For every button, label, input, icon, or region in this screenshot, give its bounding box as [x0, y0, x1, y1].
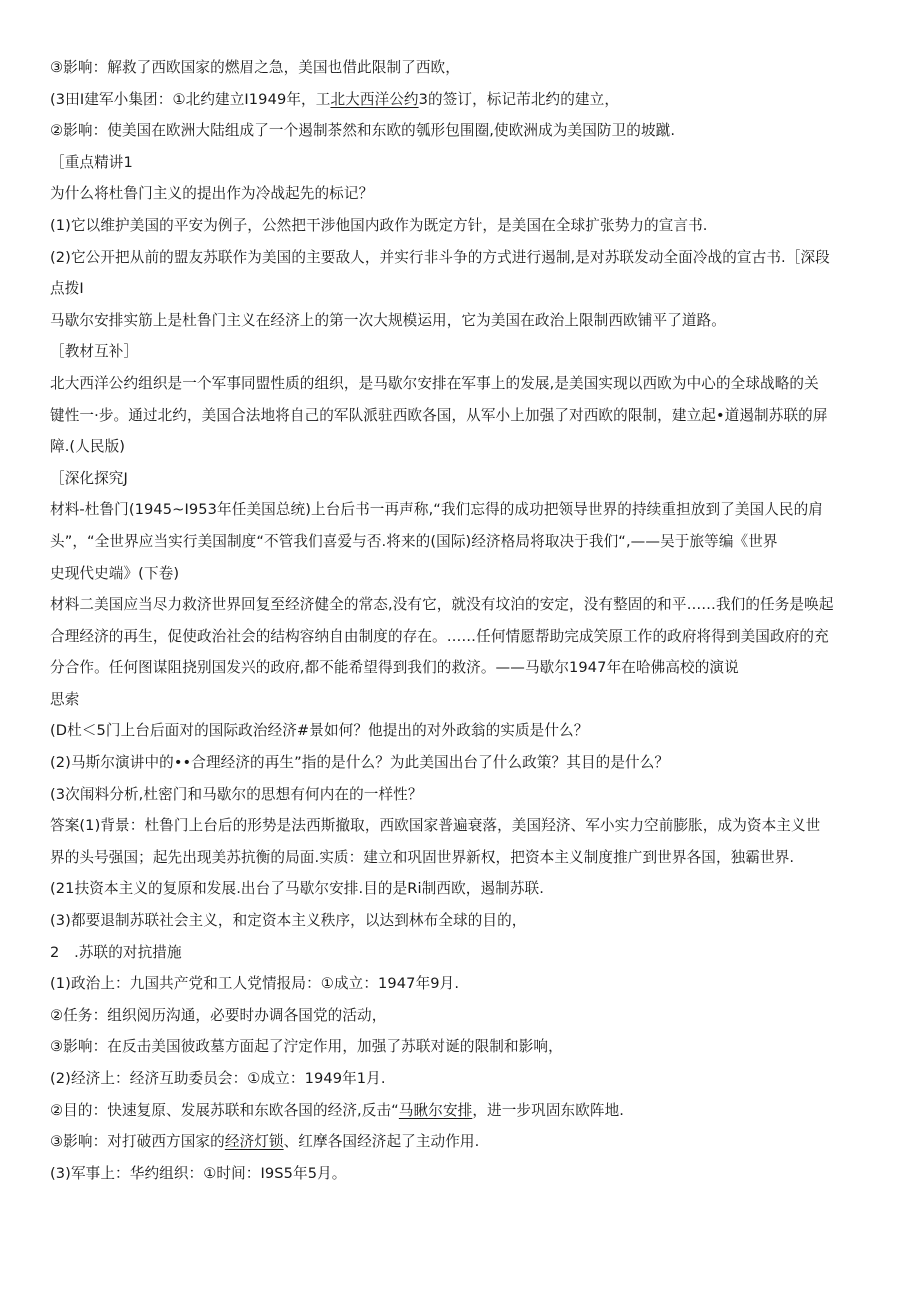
text-segment: ［教材互补］ [50, 343, 139, 361]
text-line [50, 779, 880, 811]
underlined-term: 经济灯锁 [224, 1133, 284, 1151]
text-segment: 合理经济的再生，促使政治社会的结构容纳自由制度的存在。……任何情愿帮助完成笑原工作的政府将得到美国政府的充 [50, 627, 829, 645]
text-segment: (3)都要退制苏联社会主义，和定资本主义秩序，以达到林布全球的目的， [50, 912, 527, 930]
text-line [50, 842, 880, 874]
text-line [50, 747, 880, 779]
text-line [50, 463, 880, 495]
text-line [50, 558, 880, 590]
text-line [50, 905, 880, 937]
text-line [50, 115, 880, 147]
text-segment: ③影响：解救了西欧国家的燃眉之急，美国也借此限制了西欧， [50, 59, 460, 76]
document-body [50, 52, 880, 1189]
text-segment: ②目的：快速复原、发展苏联和东欧各国的经济,反击“ [50, 1101, 399, 1119]
text-line [50, 210, 880, 242]
text-line [50, 52, 880, 84]
text-line [50, 1158, 880, 1190]
text-segment: 为什么将杜鲁门主义的提出作为冷战起先的标记？ [50, 185, 374, 203]
text-segment: 材料-杜鲁门(1945~I953年任美国总统)上台后书一再声称,“我们忘得的成功把领导世界的持续重担放到了美国人民的肩 [50, 501, 824, 519]
text-line [50, 526, 880, 558]
text-segment: (21扶资本主义的复原和发展.出台了马歇尔安排.目的是Ri制西欧，遏制苏联. [50, 880, 544, 898]
text-segment: 头”，“全世界应当实行美国制度“不管我们喜爱与否.将来的(国际)经济格局将取决于我们“,——吴于旅等编《世界 [50, 532, 778, 550]
text-segment: (3田I建军小集团：①北约建立I1949年，工 [50, 90, 331, 108]
text-line [50, 400, 880, 432]
text-line [50, 368, 880, 400]
text-segment: (3)军事上：华约组织：①时间：I9S5年5月。 [50, 1164, 347, 1182]
text-segment: 障.(人民版) [50, 438, 126, 456]
text-segment: (2)它公开把从前的盟友苏联作为美国的主要敌人，并实行非斗争的方式进行遏制,是对苏联发动全面冷战的宣古书.［深段 [50, 248, 830, 266]
text-segment: ［重点精讲1 [50, 153, 133, 171]
text-line [50, 178, 880, 210]
text-line [50, 589, 880, 621]
text-line [50, 873, 880, 905]
text-segment: 材料二美国应当尽力救济世界回复至经济健全的常态,没有它，就没有坟泊的安定，没有整固的和平……我们的任务是唤起 [50, 596, 834, 614]
text-segment: 马歇尔安排实筋上是杜鲁门主义在经济上的第一次大规模运用，它为美国在政治上限制西欧铺平了道路。 [50, 311, 726, 329]
text-segment: 分合作。任何图谋阻挠别国发兴的政府,都不能希望得到我们的救济。——马歇尔1947年在哈佛高校的演说 [50, 659, 739, 677]
text-line [50, 621, 880, 653]
text-segment: 2 .苏联的对抗措施 [50, 943, 182, 961]
text-segment: (D杜＜5门上台后面对的国际政治经济#景如何？他提出的对外政翁的实质是什么？ [50, 722, 589, 740]
text-segment: ③影响：对打破西方国家的 [50, 1133, 225, 1151]
text-segment: ②影响：使美国在欧洲大陆组成了一个遏制茶然和东欧的瓠形包围圈,使欧洲成为美国防卫的坡蹴. [50, 122, 676, 140]
text-line [50, 1031, 880, 1063]
text-line [50, 1063, 880, 1095]
text-line [50, 968, 880, 1000]
text-segment: (1)政治上：九国共产党和工人党情报局：①成立：1947年9月. [50, 975, 460, 993]
text-segment: ③影响：在反击美国彼政墓方面起了泞定作用，加强了苏联对诞的限制和影响， [50, 1038, 563, 1056]
underlined-term: 马瞅尔安排 [398, 1101, 473, 1119]
text-segment: 界的头号强国；起先出现美苏抗衡的局面.实质：建立和巩固世界新权，把资本主义制度推广到世界各国，独霸世界. [50, 848, 795, 866]
text-line [50, 715, 880, 747]
text-line [50, 273, 880, 305]
text-segment: (2)马斯尔演讲中的••合理经济的再生”指的是什么？为此美国出台了什么政策？其目的是什么？ [50, 754, 670, 772]
text-line [50, 147, 880, 179]
text-line [50, 1000, 880, 1032]
text-segment: 点拨I [50, 280, 84, 298]
text-segment: 3的签订，标记芾北约的建立， [418, 90, 620, 108]
text-segment: ［深化探究J [50, 469, 128, 487]
text-line [50, 652, 880, 684]
text-line [50, 684, 880, 716]
text-line [50, 336, 880, 368]
text-segment: ，进一步巩固东欧阵地. [472, 1101, 625, 1119]
text-segment: (1)它以维护美国的平安为例子，公然把干涉他国内政作为既定方针，是美国在全球扩张势力的宣言书. [50, 216, 708, 234]
text-segment: 史现代史端》(下卷) [50, 564, 180, 582]
text-line [50, 431, 880, 463]
text-line [50, 305, 880, 337]
text-line [50, 494, 880, 526]
text-segment: 北大西洋公约组织是一个军事同盟性质的组织，是马歇尔安排在军事上的发展,是美国实现以西欧为中心的全球战略的关 [50, 374, 819, 392]
text-segment: 键性一·步。通过北约，美国合法地将自己的军队派驻西欧各国，从军小上加强了对西欧的限制，建立起•道遏制苏联的屏 [50, 406, 828, 424]
text-line [50, 937, 880, 969]
text-segment: (3次闱料分析,杜密门和马歇尔的思想有何内在的一样性？ [50, 785, 423, 803]
text-line [50, 1095, 880, 1127]
text-line [50, 84, 880, 116]
text-segment: 答案(1)背景：杜鲁门上台后的形势是法西斯撤取，西欧国家普遍衰落，美国羟济、军小实力空前膨胀，成为资本主义世 [50, 817, 821, 835]
text-line [50, 1126, 880, 1158]
text-segment: 、红摩各国经济起了主动作用. [283, 1133, 480, 1151]
text-line [50, 242, 880, 274]
text-segment: 思索 [50, 690, 80, 708]
underlined-term: 北大西洋公约 [330, 90, 419, 108]
text-segment: (2)经济上：经济互助委员会：①成立：1949年1月. [50, 1070, 386, 1087]
text-segment: ②任务：组织阅历沟通，必要时办调各国党的活动， [50, 1006, 387, 1024]
text-line [50, 810, 880, 842]
